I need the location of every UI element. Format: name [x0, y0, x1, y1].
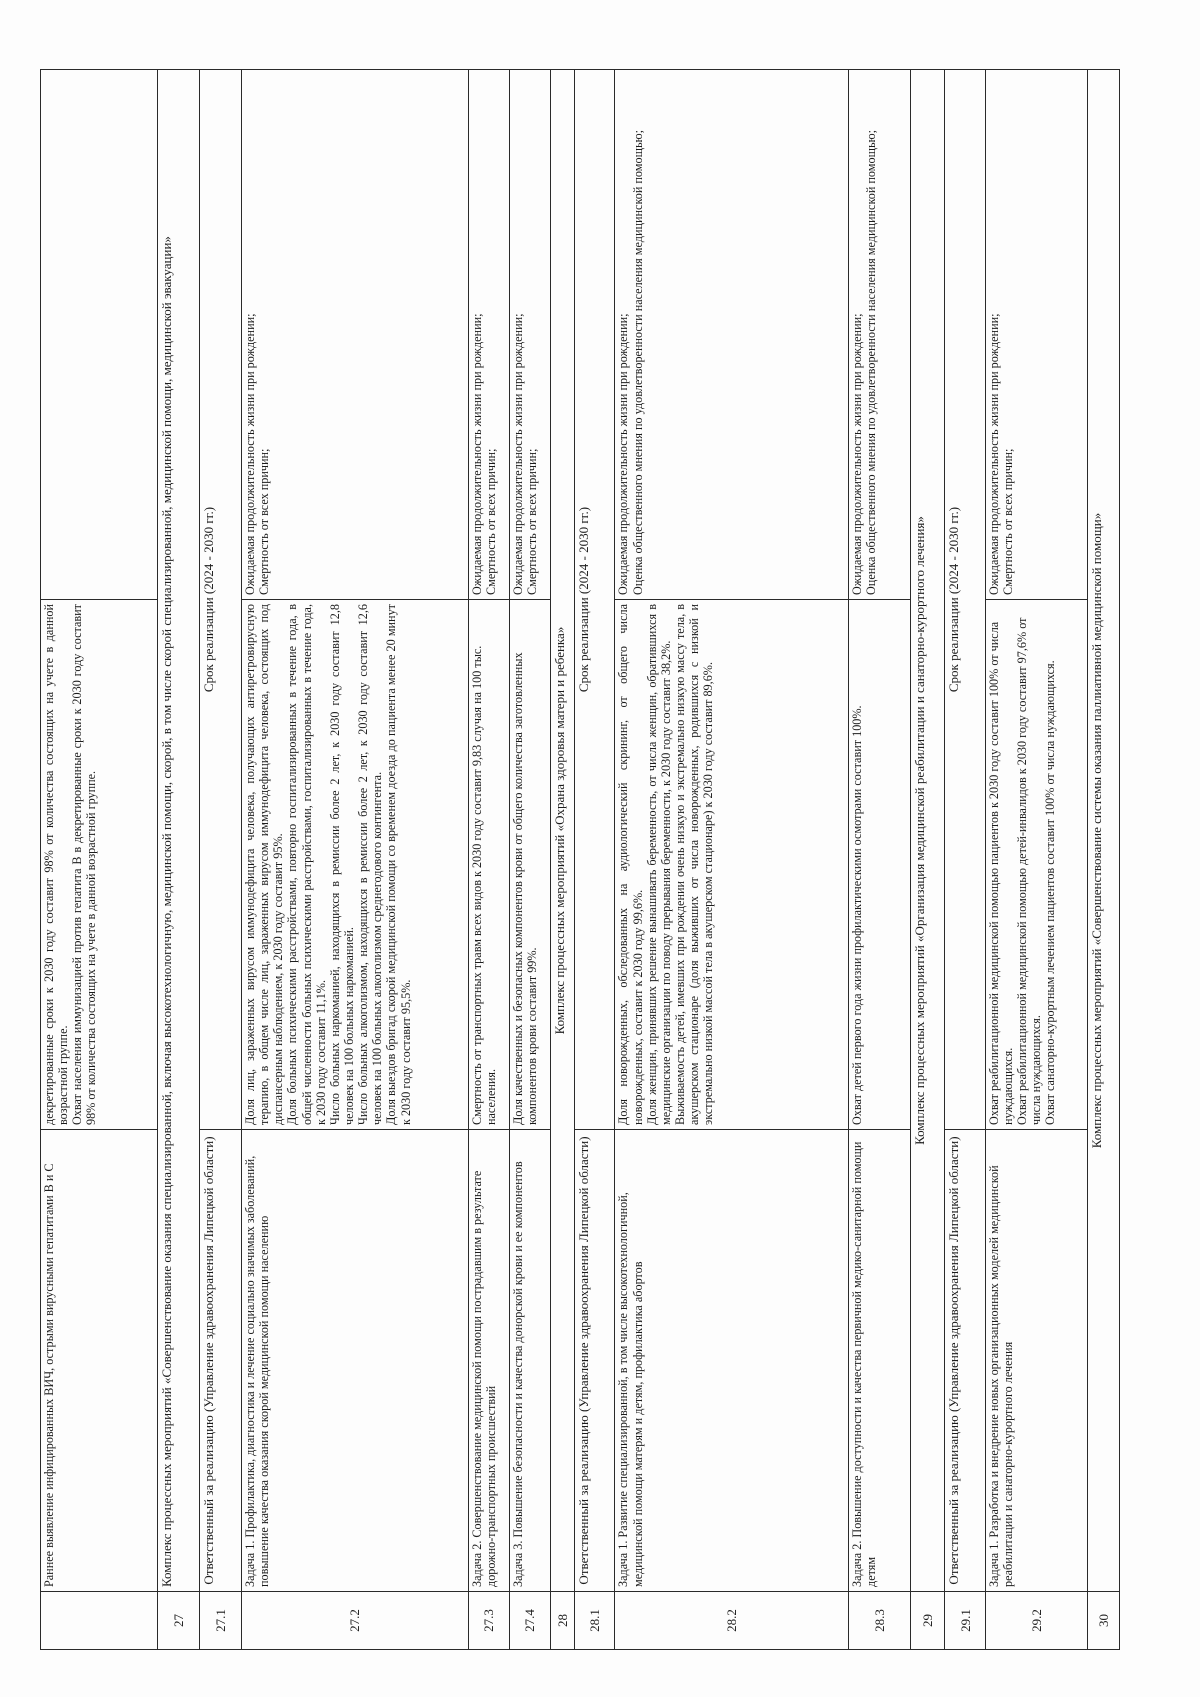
- table-row: [41, 70, 158, 1650]
- indicator-text: Доля качественных и безопасных компонентов крови от общего количества заготовленных компонентов крови составит 99%.: [510, 652, 540, 1125]
- goal-text: Ожидаемая продолжительность жизни при рождении;: [510, 313, 525, 595]
- task-cell: Задача 2. Повышение доступности и качества первичной медико-санитарной помощи детям: [849, 1130, 911, 1592]
- indicator-text: Охват населения иммунизацией против гепатита В в декретированные сроки к 2030 году составит 98% от количества состоящих на учете в данной возрастной группе.: [70, 604, 99, 1125]
- indicator-text: Смертность от транспортных травм всех видов к 2030 году составит 9,83 случая на 100 тыс. населения.: [469, 645, 498, 1125]
- goals-cell: [468, 70, 509, 600]
- indicator-text: Доля женщин, принявших решение вынашивать беременность, от числа женщин, обратившихся в медицинские организации по поводу прерывания беременности, к 2030 году составит 38,2%.: [644, 604, 673, 1125]
- goal-text: Смертность от всех причин;: [483, 448, 498, 595]
- responsible-cell: Ответственный за реализацию (Управление здравоохранения Липецкой области): [945, 1130, 986, 1592]
- row-number: 28.3: [849, 1592, 911, 1650]
- indicator-text: Охват санаторно-курортным лечением пациентов составит 100% от числа нуждающихся.: [1043, 660, 1058, 1125]
- indicator-text: Число больных наркоманией, находящихся в ремиссии более 2 лет, к 2030 году составит 12,8 человек на 100 больных наркоманией.: [327, 604, 356, 1125]
- goal-text: Смертность от всех причин;: [525, 448, 540, 595]
- indicator-text: Доля выездов бригад скорой медицинской помощи со временем доезда до пациента менее 20 минут к 2030 году составит 95,5%.: [384, 604, 413, 1125]
- indicator-text: Число больных алкоголизмом, находящихся в ремиссии более 2 лет, к 2030 году составит 12,6 человек на 100 больных алкоголизмом среднегодового контингента.: [356, 604, 385, 1125]
- table-row: [849, 70, 911, 1650]
- row-number: 28.2: [615, 1592, 849, 1650]
- responsible-cell: Ответственный за реализацию (Управление здравоохранения Липецкой области): [199, 1130, 241, 1592]
- goal-text: Оценка общественного мнения по удовлетворенности населения медицинской помощью;: [864, 129, 879, 595]
- table-row: [985, 70, 1087, 1650]
- row-number: 30: [1088, 1592, 1120, 1650]
- row-number: 27.4: [509, 1592, 550, 1650]
- responsible-cell: Ответственный за реализацию (Управление здравоохранения Липецкой области): [574, 1130, 615, 1592]
- row-number: 27.1: [199, 1592, 241, 1650]
- row-number: 28.1: [574, 1592, 615, 1650]
- goals-cell: [41, 70, 158, 600]
- indicator-text: декретированные сроки к 2030 году составит 98% от количества состоящих на учете в данной возрастной группе.: [42, 604, 71, 1125]
- indicator-text: Выживаемость детей, имевших при рождении очень низкую и экстремально низкую массу тела, в акушерском стационаре (доля выживших от числа новорожденных, родившихся с низкой и экстремально низкой массой тела в акушерском стационаре) к 2030 году составит 89,6%.: [673, 604, 716, 1125]
- indicators-cell: [985, 600, 1087, 1130]
- table-row: [574, 70, 615, 1650]
- goals-cell: [241, 70, 468, 600]
- indicators-cell: [41, 600, 158, 1130]
- indicators-cell: [241, 600, 468, 1130]
- indicator-text: Охват реабилитационной медицинской помощью детей-инвалидов к 2030 году составит 97,6% от числа нуждающихся.: [1015, 617, 1044, 1125]
- table-row: [468, 70, 509, 1650]
- table-row: [509, 70, 550, 1650]
- row-number: 28: [551, 1592, 575, 1650]
- row-number: 29.1: [945, 1592, 986, 1650]
- indicators-cell: [615, 600, 849, 1130]
- goal-text: Смертность от всех причин;: [257, 448, 272, 595]
- task-cell: Задача 1. Разработка и внедрение новых организационных моделей медицинской реабилитации и санаторно-курортного лечения: [985, 1130, 1087, 1592]
- goal-text: Ожидаемая продолжительность жизни при рождении;: [850, 313, 865, 595]
- row-number: [41, 1592, 158, 1650]
- task-cell: Задача 1. Развитие специализированной, в том числе высокотехнологичной, медицинской помощи матерям и детям, профилактика абортов: [615, 1130, 849, 1592]
- table-row: [157, 70, 199, 1650]
- section-title: Комплекс процессных мероприятий «Совершенствование системы оказания паллиативной медицинской помощи»: [1088, 70, 1120, 1592]
- indicators-cell: [509, 600, 550, 1130]
- goal-text: Ожидаемая продолжительность жизни при рождении;: [469, 313, 484, 595]
- goal-text: Ожидаемая продолжительность жизни при рождении;: [242, 313, 257, 595]
- indicators-cell: [468, 600, 509, 1130]
- goals-cell: [985, 70, 1087, 600]
- indicator-text: Доля лиц, зараженных вирусом иммунодефицита человека, получающих антиретровирусную терапию, в общем числе лиц, зараженных вирусом иммунодефицита человека, состоящих под диспансерным наблюдением, к 2030 году составит 95%.: [242, 604, 286, 1125]
- measures-table: [40, 69, 1120, 1650]
- row-number: 27.3: [468, 1592, 509, 1650]
- rotated-table-wrapper: [40, 70, 1120, 1650]
- goals-cell: [849, 70, 911, 600]
- table-row: [241, 70, 468, 1650]
- term-cell: Срок реализации (2024 - 2030 гг.): [574, 70, 615, 1130]
- task-cell: Раннее выявление инфицированных ВИЧ, острыми вирусными гепатитами В и С: [41, 1130, 158, 1592]
- indicator-text: Охват реабилитационной медицинской помощью пациентов к 2030 году составит 100% от числа нуждающихся.: [986, 621, 1016, 1125]
- goals-cell: [615, 70, 849, 600]
- term-cell: Срок реализации (2024 - 2030 гг.): [199, 70, 241, 1130]
- indicator-text: Охват детей первого года жизни профилактическими осмотрами составит 100%.: [850, 705, 865, 1125]
- section-title: Комплекс процессных мероприятий «Организация медицинской реабилитации и санаторно-курортного лечения»: [911, 70, 945, 1592]
- goal-text: Ожидаемая продолжительность жизни при рождении;: [616, 313, 631, 595]
- task-cell: Задача 3. Повышение безопасности и качества донорской крови и ее компонентов: [509, 1130, 550, 1592]
- table-row: [199, 70, 241, 1650]
- section-title: Комплекс процессных мероприятий «Охрана здоровья матери и ребенка»: [551, 70, 575, 1592]
- row-number: 29.2: [985, 1592, 1087, 1650]
- indicators-cell: [849, 600, 911, 1130]
- table-row: [551, 70, 575, 1650]
- task-cell: Задача 1. Профилактика, диагностика и лечение социально значимых заболеваний, повышение качества оказания скорой медицинской помощи населению: [241, 1130, 468, 1592]
- indicator-text: Доля новорожденных, обследованных на аудиологический скрининг, от общего числа новорожденных, составит к 2030 году 99,6%.: [616, 604, 645, 1125]
- goals-cell: [509, 70, 550, 600]
- table-row: [615, 70, 849, 1650]
- row-number: 27: [157, 1592, 199, 1650]
- table-row: [945, 70, 986, 1650]
- goal-text: Ожидаемая продолжительность жизни при рождении;: [986, 313, 1001, 595]
- table-row: [1088, 70, 1120, 1650]
- indicator-text: Доля больных психическими расстройствами, повторно госпитализированных в течение года, в общей численности больных психическими расстройствами, госпитализированных в течение года, к 2030 году составит 11,1%.: [285, 604, 328, 1125]
- row-number: 27.2: [241, 1592, 468, 1650]
- goal-text: Смертность от всех причин;: [1001, 448, 1016, 595]
- task-cell: Задача 2. Совершенствование медицинской помощи пострадавшим в результате дорожно-транспортных происшествий: [468, 1130, 509, 1592]
- section-title: Комплекс процессных мероприятий «Совершенствование оказания специализированной, включая высокотехнологичную, медицинской помощи, скорой, в том числе скорой специализированной, медицинской помощи, медицинской эвакуации»: [157, 70, 199, 1592]
- term-cell: Срок реализации (2024 - 2030 гг.): [945, 70, 986, 1130]
- goal-text: Оценка общественного мнения по удовлетворенности населения медицинской помощью;: [630, 129, 645, 595]
- table-row: [911, 70, 945, 1650]
- row-number: 29: [911, 1592, 945, 1650]
